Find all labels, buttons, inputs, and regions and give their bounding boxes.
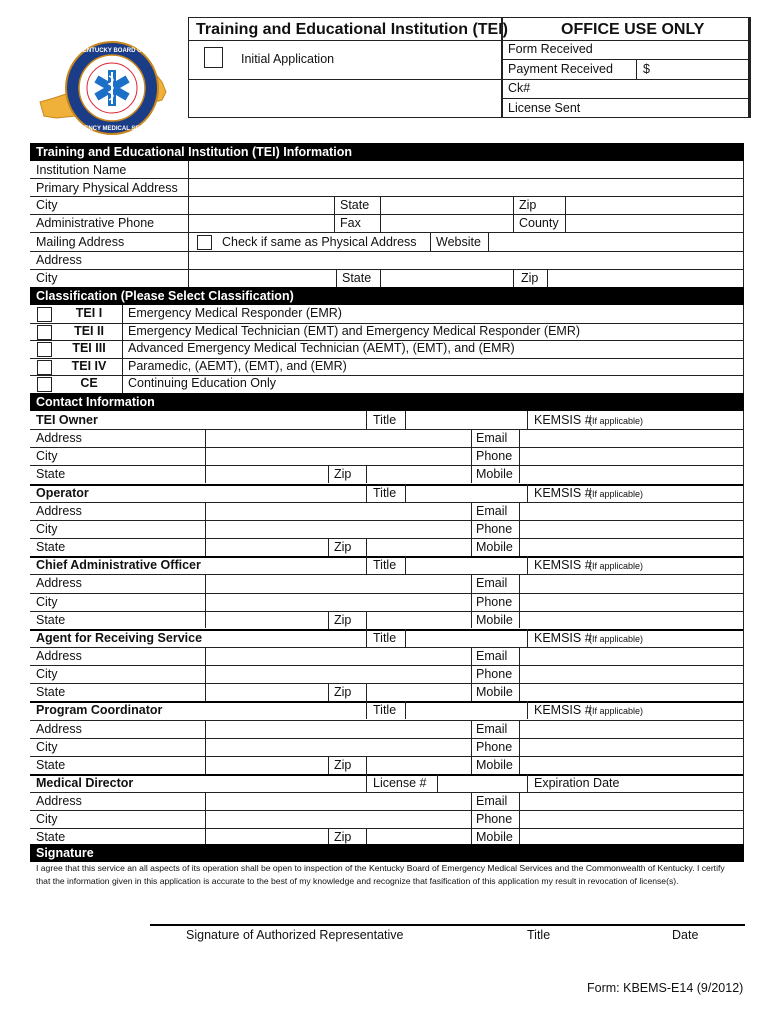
contact-address-field[interactable] xyxy=(207,575,469,591)
contact-name-field[interactable] xyxy=(205,412,365,428)
contact-email-field[interactable] xyxy=(521,793,742,809)
contact-kemsis-note: (If applicable) xyxy=(589,634,644,644)
license-number-field[interactable] xyxy=(439,775,525,791)
contact-mobile-field[interactable] xyxy=(521,539,742,555)
contact-zip-field[interactable] xyxy=(368,466,470,482)
contact-kemsis-note: (If applicable) xyxy=(589,561,644,571)
contact-zip-label: Zip xyxy=(334,758,352,772)
website-field[interactable] xyxy=(490,234,742,250)
contact-address-label: Address xyxy=(36,504,82,518)
contact-role-name: Program Coordinator xyxy=(36,703,163,717)
state-label: State xyxy=(340,198,370,212)
contact-kemsis-field[interactable] xyxy=(650,485,742,501)
fax-label: Fax xyxy=(340,216,361,230)
classification-description: Emergency Medical Responder (EMR) xyxy=(128,306,342,320)
contact-title-field[interactable] xyxy=(407,557,525,573)
classification-description: Continuing Education Only xyxy=(128,376,277,390)
contact-city-label: City xyxy=(36,449,58,463)
contact-title-label: Title xyxy=(373,413,397,427)
contact-state-field[interactable] xyxy=(207,612,327,628)
classification-checkbox[interactable] xyxy=(37,325,52,340)
classification-code: TEI II xyxy=(74,324,104,338)
contact-mobile-label: Mobile xyxy=(476,540,513,554)
city-field[interactable] xyxy=(190,197,332,213)
contact-email-field[interactable] xyxy=(521,503,742,519)
signature-title-label: Title xyxy=(527,928,551,942)
contact-address-field[interactable] xyxy=(207,430,469,446)
contact-role-name: Operator xyxy=(36,486,89,500)
contact-zip-field[interactable] xyxy=(368,757,470,773)
contact-mobile-label: Mobile xyxy=(476,613,513,627)
contact-state-field[interactable] xyxy=(207,757,327,773)
mailing-address-field[interactable] xyxy=(190,252,742,268)
admin-phone-label: Administrative Phone xyxy=(36,216,155,230)
contact-kemsis-field[interactable] xyxy=(650,630,742,646)
contact-address-field[interactable] xyxy=(207,793,469,809)
contact-title-field[interactable] xyxy=(407,630,525,646)
contact-city-label: City xyxy=(36,812,58,826)
office-dollar: $ xyxy=(643,62,650,76)
contact-phone-label: Phone xyxy=(476,449,513,463)
contact-phone-label: Phone xyxy=(476,740,513,754)
contact-mobile-field[interactable] xyxy=(521,829,742,845)
contact-kemsis-note: (If applicable) xyxy=(589,489,644,499)
contact-name-field[interactable] xyxy=(205,775,365,791)
contact-title-label: Title xyxy=(373,703,397,717)
fax-field[interactable] xyxy=(382,215,512,231)
contact-address-field[interactable] xyxy=(207,648,469,664)
same-as-physical-checkbox[interactable] xyxy=(197,235,212,250)
contact-city-label: City xyxy=(36,522,58,536)
contact-zip-field[interactable] xyxy=(368,684,470,700)
contact-title-field[interactable] xyxy=(407,412,525,428)
contact-mobile-label: Mobile xyxy=(476,830,513,844)
contact-phone-field[interactable] xyxy=(521,448,742,464)
website-label: Website xyxy=(436,235,481,249)
contact-kemsis-label: KEMSIS # xyxy=(534,703,592,717)
contact-email-field[interactable] xyxy=(521,721,742,737)
contact-state-label: State xyxy=(36,540,66,554)
contact-kemsis-field[interactable] xyxy=(650,557,742,573)
classification-code: TEI I xyxy=(75,306,103,320)
contact-mobile-label: Mobile xyxy=(476,758,513,772)
contact-kemsis-label: KEMSIS # xyxy=(534,486,592,500)
contact-email-label: Email xyxy=(476,722,508,736)
office-license-sent: License Sent xyxy=(508,101,581,115)
contact-city-field[interactable] xyxy=(207,666,469,682)
signature-field[interactable] xyxy=(150,900,745,924)
contact-phone-label: Phone xyxy=(476,522,513,536)
contact-mobile-label: Mobile xyxy=(476,467,513,481)
office-use-title: OFFICE USE ONLY xyxy=(561,21,705,38)
contact-state-label: State xyxy=(36,467,66,481)
contact-address-field[interactable] xyxy=(207,721,469,737)
contact-role-name: Agent for Receiving Service xyxy=(36,631,203,645)
contact-state-field[interactable] xyxy=(207,539,327,555)
contact-address-label: Address xyxy=(36,431,82,445)
contact-zip-label: Zip xyxy=(334,467,352,481)
signature-line xyxy=(150,924,745,926)
contact-zip-label: Zip xyxy=(334,613,352,627)
initial-application-label: Initial Application xyxy=(241,52,335,66)
classification-checkbox[interactable] xyxy=(37,307,52,322)
contact-phone-label: Phone xyxy=(476,667,513,681)
classification-code: TEI III xyxy=(72,341,106,355)
contact-phone-field[interactable] xyxy=(521,666,742,682)
kbems-seal-icon xyxy=(36,38,172,138)
contact-mobile-field[interactable] xyxy=(521,757,742,773)
contact-city-label: City xyxy=(36,667,58,681)
contact-city-field[interactable] xyxy=(207,448,469,464)
signature-date-label: Date xyxy=(672,928,699,942)
contact-city-field[interactable] xyxy=(207,594,469,610)
certification-statement: I agree that this service an all aspects of its operation shall be open to inspection of the Kentucky Board of Emergency Medical Services and the Commonwealth of Kentucky. I certify that the information given in this application is accurate to the best of my knowledge and recognize that fasification of this application my result in revocation of license(s). xyxy=(36,863,725,886)
contact-kemsis-label: KEMSIS # xyxy=(534,631,592,645)
contact-kemsis-note: (If applicable) xyxy=(589,416,644,426)
contact-zip-label: Zip xyxy=(334,540,352,554)
contact-address-label: Address xyxy=(36,794,82,808)
contact-state-field[interactable] xyxy=(207,829,327,845)
mailing-city-field[interactable] xyxy=(190,270,334,286)
contact-email-label: Email xyxy=(476,576,508,590)
mailing-city-label: City xyxy=(36,271,58,285)
contact-city-field[interactable] xyxy=(207,521,469,537)
logo xyxy=(36,38,172,138)
initial-application-checkbox[interactable] xyxy=(204,47,223,68)
contact-role-name: TEI Owner xyxy=(36,413,98,427)
svg-text:KENTUCKY BOARD OF: KENTUCKY BOARD OF xyxy=(78,48,146,54)
contact-mobile-field[interactable] xyxy=(521,466,742,482)
contact-city-label: City xyxy=(36,740,58,754)
contact-email-field[interactable] xyxy=(521,648,742,664)
state-field[interactable] xyxy=(382,197,512,213)
form-id: Form: KBEMS-E14 (9/2012) xyxy=(587,981,744,995)
institution-name-field[interactable] xyxy=(190,162,742,178)
mailing-address-line-label: Address xyxy=(36,253,82,267)
contact-kemsis-field[interactable] xyxy=(650,412,742,428)
contact-phone-field[interactable] xyxy=(521,594,742,610)
contact-email-label: Email xyxy=(476,504,508,518)
contact-city-field[interactable] xyxy=(207,811,469,827)
classification-description: Advanced Emergency Medical Technician (AEMT), (EMT), and (EMR) xyxy=(128,341,515,355)
mailing-state-field[interactable] xyxy=(382,270,512,286)
tei-info-header: Training and Educational Institution (TEI) Information xyxy=(30,143,744,161)
classification-header: Classification (Please Select Classification) xyxy=(30,287,744,305)
zip-label: Zip xyxy=(519,198,537,212)
primary-address-field[interactable] xyxy=(190,180,742,196)
contact-mobile-label: Mobile xyxy=(476,685,513,699)
signature-header: Signature xyxy=(30,844,744,862)
classification-description: Paramedic, (AEMT), (EMT), and (EMR) xyxy=(128,359,347,373)
county-label: County xyxy=(519,216,559,230)
license-number-label: License # xyxy=(373,776,427,790)
contact-mobile-field[interactable] xyxy=(521,612,742,628)
contact-zip-field[interactable] xyxy=(368,612,470,628)
contact-zip-field[interactable] xyxy=(368,539,470,555)
contact-title-label: Title xyxy=(373,486,397,500)
zip-field[interactable] xyxy=(567,197,742,213)
contact-phone-field[interactable] xyxy=(521,739,742,755)
contact-title-field[interactable] xyxy=(407,485,525,501)
same-as-physical-label: Check if same as Physical Address xyxy=(222,235,417,249)
contact-title-label: Title xyxy=(373,631,397,645)
city-label: City xyxy=(36,198,58,212)
mailing-address-label: Mailing Address xyxy=(36,235,125,249)
mailing-zip-label: Zip xyxy=(521,271,539,285)
contact-zip-label: Zip xyxy=(334,685,352,699)
contact-phone-label: Phone xyxy=(476,812,513,826)
contact-phone-field[interactable] xyxy=(521,521,742,537)
admin-phone-field[interactable] xyxy=(190,215,332,231)
contact-address-label: Address xyxy=(36,576,82,590)
contact-kemsis-field[interactable] xyxy=(650,702,742,718)
office-check-number: Ck# xyxy=(508,81,531,95)
classification-checkbox[interactable] xyxy=(37,342,52,357)
contact-email-label: Email xyxy=(476,649,508,663)
contact-kemsis-note: (If applicable) xyxy=(589,706,644,716)
contact-email-field[interactable] xyxy=(521,575,742,591)
classification-code: TEI IV xyxy=(71,359,107,373)
contact-email-label: Email xyxy=(476,431,508,445)
contact-address-label: Address xyxy=(36,649,82,663)
signature-label: Signature of Authorized Representative xyxy=(186,928,404,942)
contact-role-name: Chief Administrative Officer xyxy=(36,558,201,572)
mailing-zip-field[interactable] xyxy=(549,270,742,286)
contact-state-field[interactable] xyxy=(207,684,327,700)
expiration-date-label: Expiration Date xyxy=(534,776,620,790)
contact-email-field[interactable] xyxy=(521,430,742,446)
contact-state-label: State xyxy=(36,830,66,844)
svg-text:EMERGENCY MEDICAL SERVICES: EMERGENCY MEDICAL SERVICES xyxy=(62,126,162,132)
primary-address-label: Primary Physical Address xyxy=(36,181,178,195)
contact-email-label: Email xyxy=(476,794,508,808)
contact-state-field[interactable] xyxy=(207,466,327,482)
contact-name-field[interactable] xyxy=(205,485,365,501)
county-field[interactable] xyxy=(567,215,742,231)
contact-name-field[interactable] xyxy=(205,630,365,646)
contact-city-field[interactable] xyxy=(207,739,469,755)
classification-checkbox[interactable] xyxy=(37,360,52,375)
contact-kemsis-label: KEMSIS # xyxy=(534,413,592,427)
contact-role-name: Medical Director xyxy=(36,776,134,790)
form-title: Training and Educational Institution (TEI) xyxy=(196,21,508,38)
contact-zip-field[interactable] xyxy=(368,829,470,845)
contact-mobile-field[interactable] xyxy=(521,684,742,700)
contact-zip-label: Zip xyxy=(334,830,352,844)
classification-code: CE xyxy=(80,376,98,390)
contact-state-label: State xyxy=(36,613,66,627)
office-form-received: Form Received xyxy=(508,42,593,56)
contact-address-label: Address xyxy=(36,722,82,736)
contact-phone-field[interactable] xyxy=(521,811,742,827)
contact-state-label: State xyxy=(36,758,66,772)
classification-checkbox[interactable] xyxy=(37,377,52,392)
contact-info-header: Contact Information xyxy=(30,393,744,411)
contact-state-label: State xyxy=(36,685,66,699)
mailing-state-label: State xyxy=(342,271,372,285)
institution-name-label: Institution Name xyxy=(36,163,127,177)
expiration-date-field[interactable] xyxy=(625,775,742,791)
classification-description: Emergency Medical Technician (EMT) and Emergency Medical Responder (EMR) xyxy=(128,324,581,338)
contact-title-field[interactable] xyxy=(407,702,525,718)
contact-name-field[interactable] xyxy=(205,557,365,573)
contact-city-label: City xyxy=(36,595,58,609)
contact-title-label: Title xyxy=(373,558,397,572)
contact-address-field[interactable] xyxy=(207,503,469,519)
contact-name-field[interactable] xyxy=(205,702,365,718)
contact-phone-label: Phone xyxy=(476,595,513,609)
contact-kemsis-label: KEMSIS # xyxy=(534,558,592,572)
office-payment-received: Payment Received xyxy=(508,62,613,76)
